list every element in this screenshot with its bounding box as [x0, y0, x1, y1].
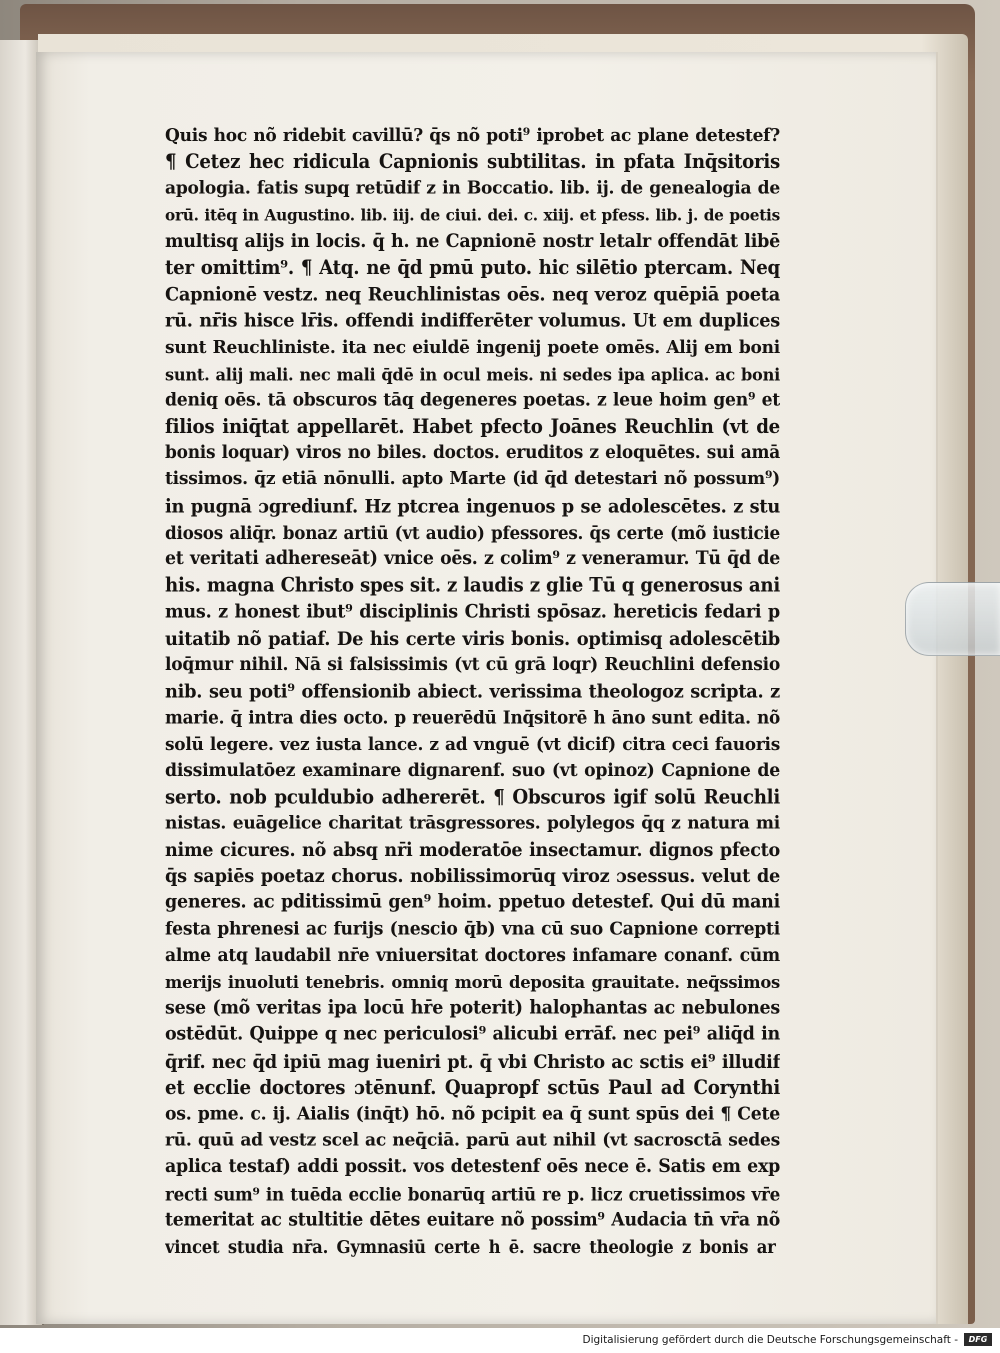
text-line: et ecclie doctores ɔtēnunf. Quapropf sctūs Paul ad Corynthi — [165, 1077, 780, 1100]
text-line: q̄rif. nec q̄d ipiū mag iueniri pt. q̄ vbi Christo ac sctis ei⁹ illudif — [165, 1050, 780, 1073]
text-line: sese (mõ veritas ipa locū hr̄e poterit) halophantas ac nebulones — [165, 997, 780, 1019]
text-line: mus. z honest ibut⁹ disciplinis Christi spōsaz. hereticis fedari p — [165, 601, 780, 624]
text-line: nistas. euāgelice charitat trāsgressores. polylegos q̄q z natura mi — [165, 812, 780, 834]
text-line: in pugnā ɔgrediunf. Hz ptcrea ingenuos p se adolescētes. z stu — [165, 495, 780, 518]
text-line: nime cicures. nõ absq nr̄i moderatōe insectamur. dignos pfecto — [165, 839, 780, 862]
text-line: sunt. alij mali. nec mali q̄dē in ocul meis. ni sedes ipa aplica. ac boni — [165, 364, 780, 385]
text-line: recti sum⁹ in tuēda ecclie bonarūq artiū re p. licz cruetissimos vr̄e — [165, 1182, 780, 1204]
footer-bar — [0, 1328, 1000, 1353]
text-line: Quis hoc nõ ridebit cavillū? q̄s nõ poti⁹ iprobet ac plane detestef? — [165, 125, 780, 147]
text-line: tissimos. q̄z etiā nōnulli. apto Marte (id q̄d detestari nõ possum⁹) — [165, 468, 780, 490]
text-line: his. magna Christo spes sit. z laudis z glie Tū q generosus ani — [165, 574, 780, 597]
text-line: aplica testaf) addi possit. vos detestenf oēs nece ē. Satis em exp — [165, 1156, 780, 1178]
text-line: merijs inuoluti tenebris. omniq morū deposita grauitate. neq̄ssimos — [165, 972, 780, 993]
text-line: serto. nob pculdubio adhererēt. ¶ Obscuros igif solū Reuchli — [165, 786, 780, 809]
text-line: festa phrenesi ac furijs (nescio q̄b) vna cū suo Capnione correpti — [165, 918, 780, 940]
printed-text-block — [165, 123, 780, 1260]
text-line: sunt Reuchliniste. ita nec eiuldē ingenij poete omēs. Alij em boni — [165, 336, 780, 358]
text-line: uitatib nõ patiaf. De his certe viris bonis. optimisq adolescētib — [165, 627, 780, 650]
text-line: generes. ac pditissimū gen⁹ hoim. ppetuo detestef. Qui dū mani — [165, 892, 780, 914]
text-line: deniq oēs. tā obscuros tāq degeneres poetas. z leue hoim gen⁹ et — [165, 389, 780, 411]
text-line: rū. quū ad vestz scel ac neq̄ciā. parū aut nihil (vt sacrosctā sedes — [165, 1130, 780, 1152]
text-line: dissimulatōez examinare dignarenf. suo (vt opinoz) Capnione de — [165, 759, 780, 781]
text-line: et veritati adhereseāt) vnice oēs. z colim⁹ z veneramur. Tū q̄d de — [165, 548, 780, 570]
text-line: loq̄mur nihil. Nā si falsissimis (vt cū grā loqr) Reuchlini defensio — [165, 654, 780, 676]
text-line: apologia. fatis supq retūdif z in Boccatio. lib. ij. de genealogia de — [165, 177, 780, 199]
text-line: alme atq laudabil nr̄e vniuersitat doctores infamare conanf. cūm — [165, 944, 780, 966]
text-line: q̄s sapiēs poetaz chorus. nobilissimorūq viroz ɔsessus. velut de — [165, 865, 780, 888]
text-line: diosos aliq̄r. bonaz artiū (vt audio) pfessores. q̄s certe (mõ iusticie — [165, 521, 780, 543]
text-line: filios iniq̄tat appellarēt. Habet pfecto Joānes Reuchlin (vt de — [165, 416, 780, 439]
text-line: solū legere. vez iusta lance. z ad vnguē (vt dicif) citra ceci fauoris — [165, 733, 780, 755]
text-line: ter omittim⁹. ¶ Atq. ne q̄d pmū puto. hic silētio ptercam. Neq — [165, 257, 780, 280]
text-line: ¶ Cetez hec ridicula Capnionis subtilitas. in pfata Inq̄sitoris — [165, 151, 780, 174]
text-line: bonis loquar) viros no biles. doctos. eruditos z eloquētes. sui amā — [165, 442, 780, 464]
dfg-logo-icon: DFG — [964, 1333, 992, 1346]
text-line: os. pme. c. ij. Aialis (inq̄t) hō. nõ pcipit ea q̄ sunt spūs dei ¶ Cete — [165, 1103, 780, 1125]
text-line: orū. itēq in Augustino. lib. iij. de ciui. dei. c. xiij. et pfess. lib. j. de poetis — [165, 205, 780, 225]
text-line: marie. q̄ intra dies octo. p reuerēdū Inq̄sitorē h āno sunt edita. nõ — [165, 706, 780, 728]
text-line: ostēdūt. Quippe q nec periculosi⁹ alicubi errāf. nec pei⁹ aliq̄d in — [165, 1024, 780, 1046]
text-line: vincet studia nr̄a. Gymnasiū certe h ē. sacre theologie z bonis ar — [165, 1236, 776, 1257]
text-line: Capnionē vestz. neq Reuchlinistas oēs. neq veroz quēpiā poeta — [165, 283, 780, 306]
text-line: nib. seu poti⁹ offensionib abiect. verissima theologoz scripta. z — [165, 680, 780, 703]
text-line: multisq alijs in locis. q̄ h. ne Capnionē nostr letalr offendāt libē — [165, 230, 780, 252]
text-line: temeritat ac stultitie dētes euitare nõ possim⁹ Audacia tn̄ vr̄a nõ — [165, 1209, 780, 1231]
page-clip — [905, 582, 1000, 656]
text-line: rū. nr̄is hisce lr̄is. offendi indifferēter volumus. Ut em duplices — [165, 310, 780, 333]
funding-notice: Digitalisierung gefördert durch die Deutsche Forschungsgemeinschaft - — [582, 1334, 958, 1346]
